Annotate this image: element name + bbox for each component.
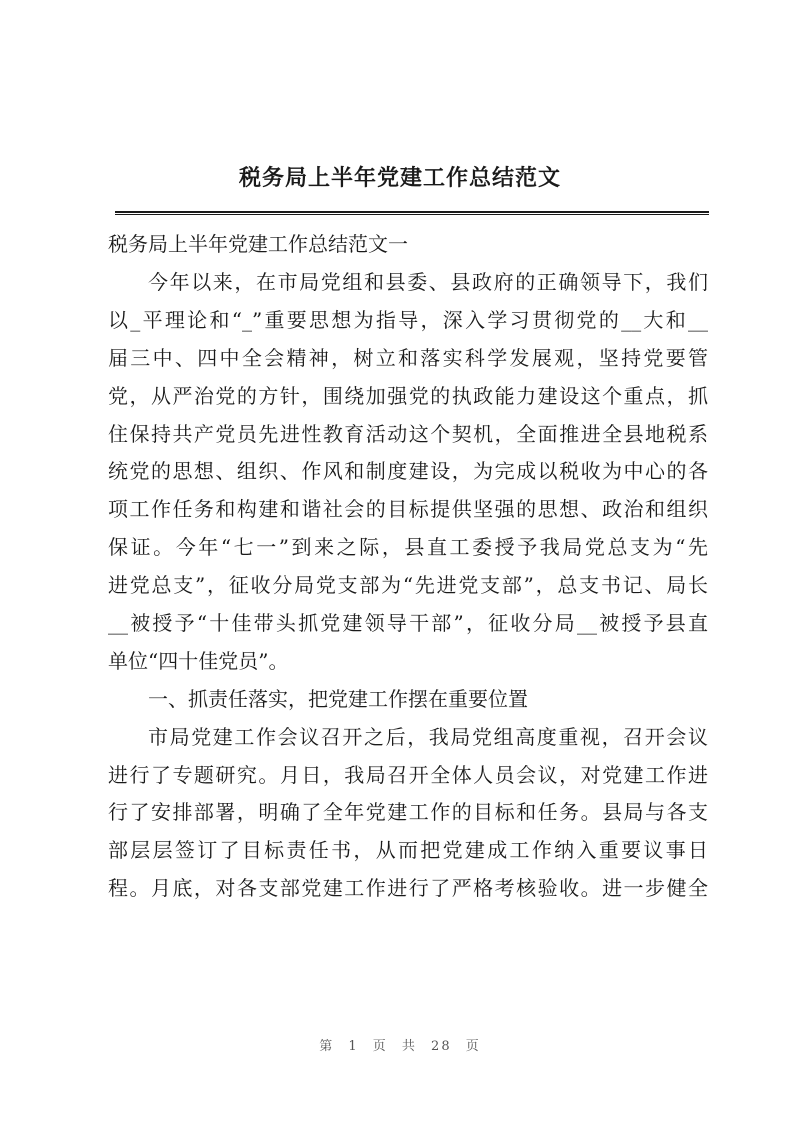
paragraph-2 [108,719,708,908]
page-number-footer: 第 1 页 共 28 页 [319,1039,481,1054]
paragraph-line: 党，从严治党的方针，围绕加强党的执政能力建设这个重点，抓 [108,383,708,408]
paragraph-line: 程。月底，对各支部党建工作进行了严格考核验收。进一步健全 [108,876,708,901]
paragraph-line: 今年以来，在市局党组和县委、县政府的正确领导下，我们 [148,270,708,294]
paragraph-1 [108,264,708,681]
paragraph-line: 住保持共产党员先进性教育活动这个契机，全面推进全县地税系 [108,421,708,446]
paragraph-line: 以_平理论和“_”重要思想为指导，深入学习贯彻党的__大和__ [108,307,708,332]
paragraph-line: 行了安排部署，明确了全年党建工作的目标和任务。县局与各支 [108,800,708,825]
paragraph-line: 进行了专题研究。月日，我局召开全体人员会议，对党建工作进 [108,762,708,787]
paragraph-line: __被授予“十佳带头抓党建领导干部”，征收分局__被授予县直 [108,611,708,636]
paragraph-line: 届三中、四中全会精神，树立和落实科学发展观，坚持党要管 [108,345,708,370]
paragraph-line: 项工作任务和构建和谐社会的目标提供坚强的思想、政治和组织 [108,497,708,522]
paragraph-line: 部层层签订了目标责任书，从而把党建成工作纳入重要议事日 [108,838,708,863]
section-heading: 一、抓责任落实，把党建工作摆在重要位置 [148,686,528,711]
paragraph-line: 市局党建工作会议召开之后，我局党组高度重视，召开会议 [148,724,708,749]
section-heading-1 [108,681,708,719]
document-subtitle: 税务局上半年党建工作总结范文一 [108,232,408,256]
document-body [108,224,708,908]
paragraph-line: 进党总支”，征收分局党支部为“先进党支部”，总支书记、局长 [108,573,708,598]
paragraph-line: 统党的思想、组织、作风和制度建设，为完成以税收为中心的各 [108,459,708,484]
title-divider [115,211,709,215]
document-title: 税务局上半年党建工作总结范文 [238,165,561,191]
paragraph-line: 单位“四十佳党员”。 [108,648,289,673]
paragraph-line: 保证。今年“七一”到来之际，县直工委授予我局党总支为“先 [108,535,708,560]
